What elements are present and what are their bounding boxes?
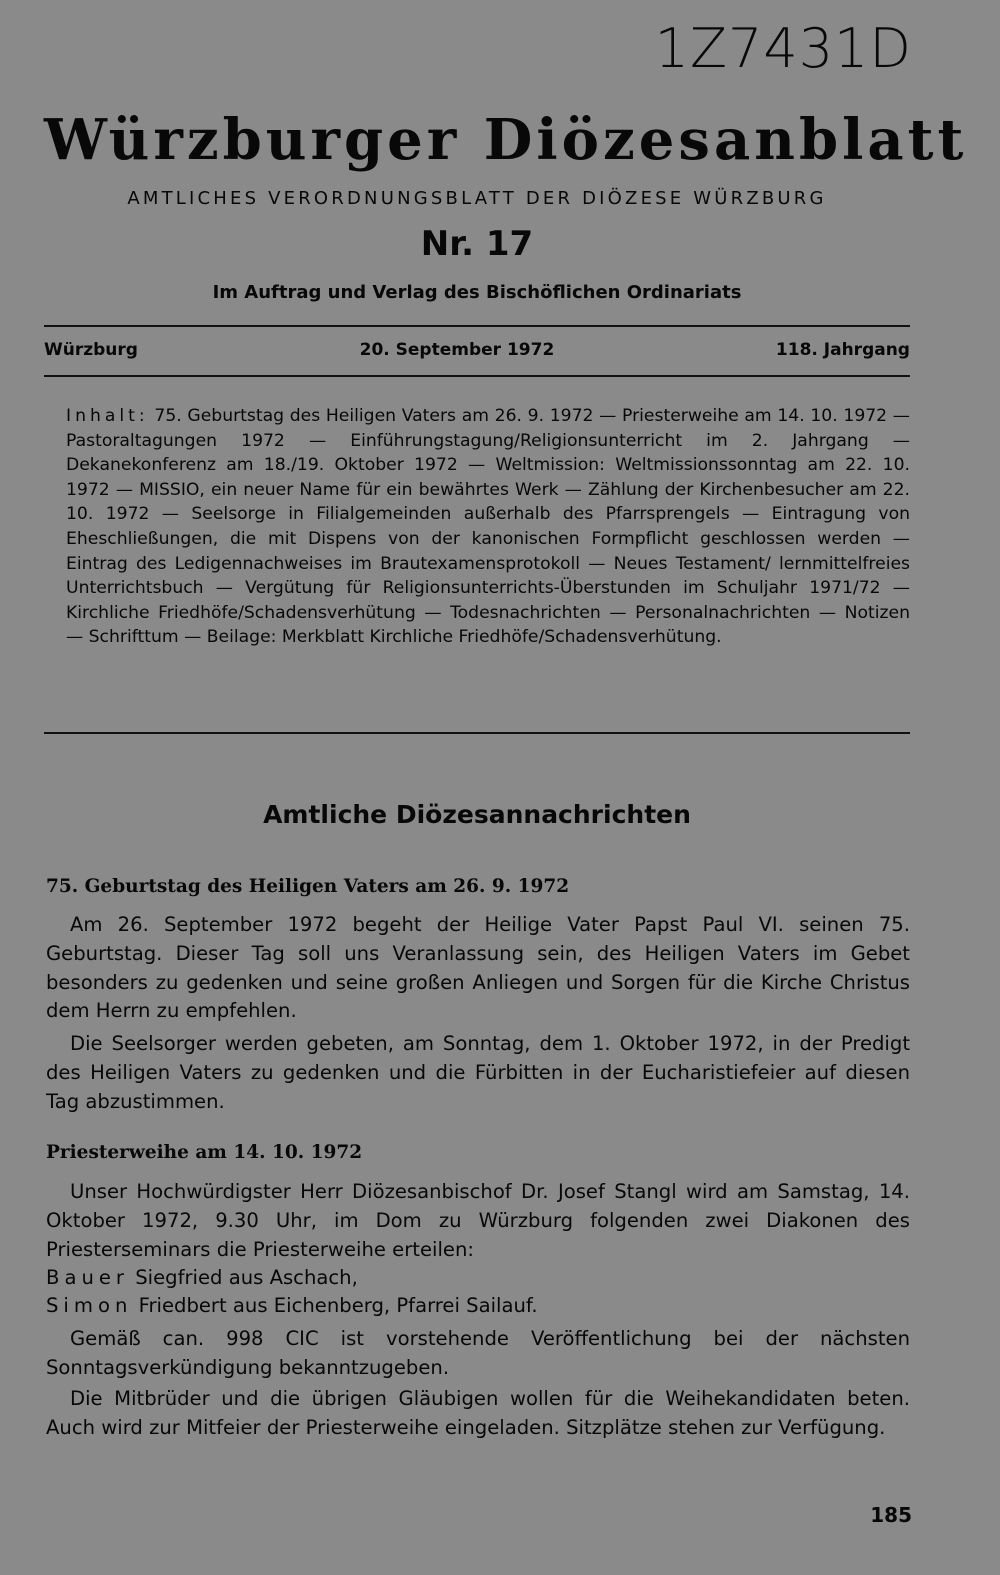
candidate-2-details: Friedbert aus Eichenberg, Pfarrei Sailauf. <box>138 1294 538 1317</box>
article-1-title: 75. Geburtstag des Heiligen Vaters am 26. 9. 1972 <box>46 876 570 897</box>
toc-label: Inhalt: <box>66 406 149 426</box>
toc-rule <box>44 732 910 734</box>
article-2-title: Priesterweihe am 14. 10. 1972 <box>46 1142 363 1163</box>
candidate-2-surname: Simon <box>46 1294 133 1317</box>
article-2-paragraph-1: Unser Hochwürdigster Herr Diözesanbischof Dr. Josef Stangl wird am Samstag, 14. Oktober 1972, 9.30 Uhr, im Dom zu Würzburg folgenden zwei Diakonen des Priesterseminars die Priesterweihe erteilen: <box>46 1180 910 1261</box>
candidate-1-details: Siegfried aus Aschach, <box>135 1266 358 1289</box>
toc-text: 75. Geburtstag des Heiligen Vaters am 26. 9. 1972 — Priesterweihe am 14. 10. 1972 — Pastoraltagungen 1972 — Einführungstagung/Religionsunterricht im 2. Jahrgang — Dekanekonferenz am 18./19. Oktober 1972 — Weltmission: Weltmissionssonntag am 22. 10. 1972 — MISSIO, ein neuer Name für ein bewährtes Werk — Zählung der Kirchenbesucher am 22. 10. 1972 — Seelsorge in Filialgemeinden außerhalb des Pfarrsprengels — Eintragung von Eheschließungen, die mit Dispens von der kanonischen Formpflicht geschlossen werden — Eintrag des Ledigennachweises im Brautexamensprotokoll — Neues Testament/ lernmittelfreies Unterrichtsbuch — Vergütung für Religionsunterrichts-Überstunden im Schuljahr 1971/72 — Kirchliche Friedhöfe/Schadensverhütung — Todesnachrichten — Personalnachrichten — Notizen — Schrifttum — Beilage: Merkblatt Kirchliche Friedhöfe/Schadensverhütung. <box>66 406 910 648</box>
page-number: 185 <box>870 1503 912 1527</box>
candidate-1-surname: Bauer <box>46 1266 129 1289</box>
article-1-paragraph-1: Am 26. September 1972 begeht der Heilige Vater Papst Paul VI. seinen 75. Geburtstag. Dieser Tag soll uns Veranlassung sein, des Heiligen Vaters im Gebet besonders zu gedenken und seine großen Anliegen und Sorgen für die Kirche Christus dem Herrn zu empfehlen. <box>46 913 910 1023</box>
issue-number: Nr. 17 <box>420 224 534 264</box>
article-2-paragraph-2: Gemäß can. 998 CIC ist vorstehende Veröffentlichung bei der nächsten Sonntagsverkündigung bekanntzugeben. <box>46 1327 910 1379</box>
dateline-date: 20. September 1972 <box>359 340 555 360</box>
header-rule-bottom <box>44 375 910 377</box>
catalog-code: 1Z7431D <box>654 17 912 80</box>
masthead-title: Würzburger Diözesanblatt <box>44 107 968 173</box>
table-of-contents <box>66 404 910 650</box>
dateline-place: Würzburg <box>44 340 138 360</box>
masthead-subtitle: AMTLICHES VERORDNUNGSBLATT DER DIÖZESE WÜRZBURG <box>127 188 827 209</box>
dateline-volume: 118. Jahrgang <box>775 340 910 360</box>
section-heading: Amtliche Diözesannachrichten <box>263 800 691 829</box>
article-2-paragraph-3: Die Mitbrüder und die übrigen Gläubigen wollen für die Weihekandidaten beten. Auch wird zur Mitfeier der Priesterweihe eingeladen. Sitzplätze stehen zur Verfügung. <box>46 1387 910 1439</box>
publisher-line: Im Auftrag und Verlag des Bischöflichen Ordinariats <box>212 282 742 303</box>
candidate-1 <box>46 1264 910 1293</box>
header-rule-top <box>44 325 910 327</box>
candidate-2 <box>46 1292 910 1321</box>
dateline <box>44 340 910 360</box>
article-1-paragraph-2: Die Seelsorger werden gebeten, am Sonntag, dem 1. Oktober 1972, in der Predigt des Heiligen Vaters zu gedenken und die Fürbitten in der Eucharistiefeier auf diesen Tag abzustimmen. <box>46 1032 910 1113</box>
